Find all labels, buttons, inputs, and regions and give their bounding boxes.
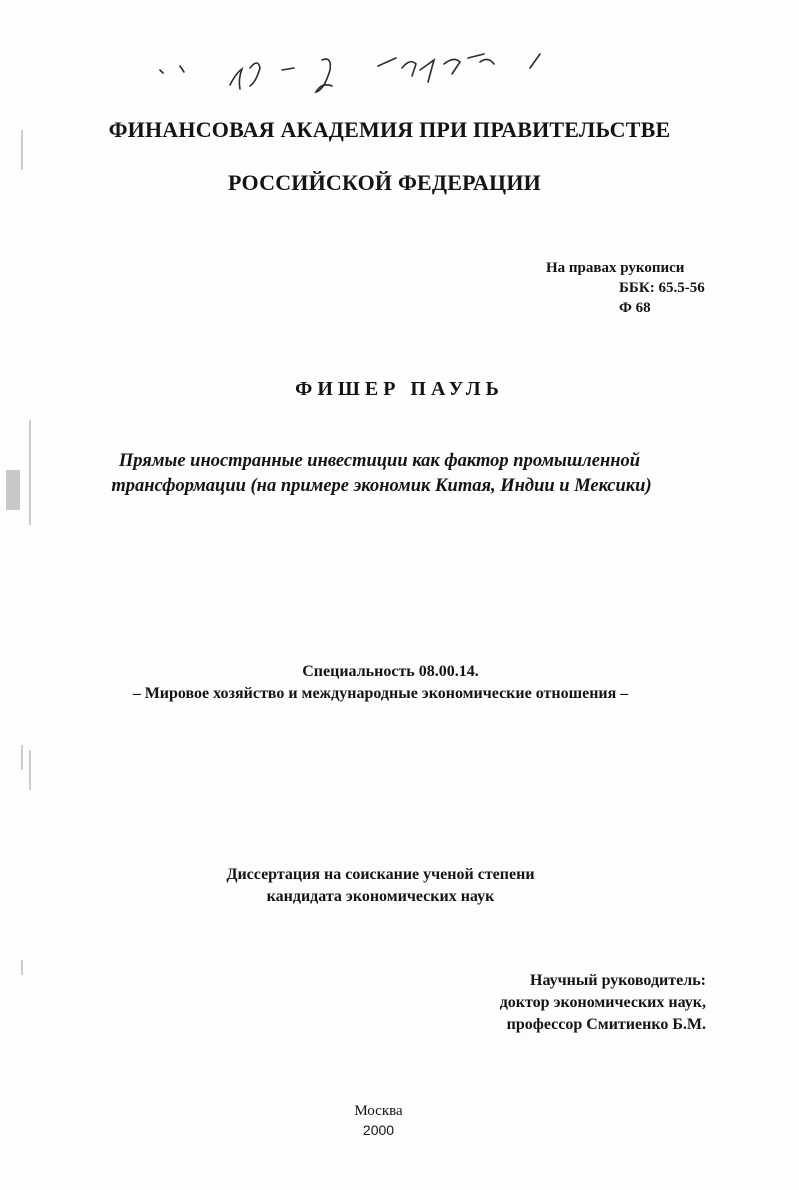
supervisor-name: профессор Смитиенко Б.М. [506,1016,706,1033]
supervisor-degree: доктор экономических наук, [499,994,706,1011]
manuscript-rights-label: На правах рукописи [546,260,685,276]
handwritten-archive-mark [150,40,570,100]
supervisor-label: Научный руководитель: [530,972,706,989]
catalog-code: Ф 68 [619,300,651,316]
dissertation-title-line-2: трансформации (на примере экономик Китая, Индии и Мексики) [111,476,652,496]
year: 2000 [362,1122,395,1138]
bbk-code: ББК: 65.5-56 [619,280,705,296]
author-name: ФИШЕР ПАУЛЬ [295,378,504,400]
degree-statement-line-2: кандидата экономических наук [266,888,495,905]
manuscript-rights-block [546,258,705,318]
dissertation-title-line-1: Прямые иностранные инвестиции как фактор промышленной [118,451,641,471]
specialty-code: Специальность 08.00.14. [302,663,479,680]
city: Москва [354,1103,403,1119]
supervisor-block [456,970,706,1036]
degree-statement-line-1: Диссертация на соискание ученой степени [226,866,535,883]
specialty-name: – Мировое хозяйство и международные экономические отношения – [132,685,629,702]
institution-name-line-2: РОССИЙСКОЙ ФЕДЕРАЦИИ [228,170,541,195]
institution-name-line-1: ФИНАНСОВАЯ АКАДЕМИЯ ПРИ ПРАВИТЕЛЬСТВЕ [108,117,671,142]
